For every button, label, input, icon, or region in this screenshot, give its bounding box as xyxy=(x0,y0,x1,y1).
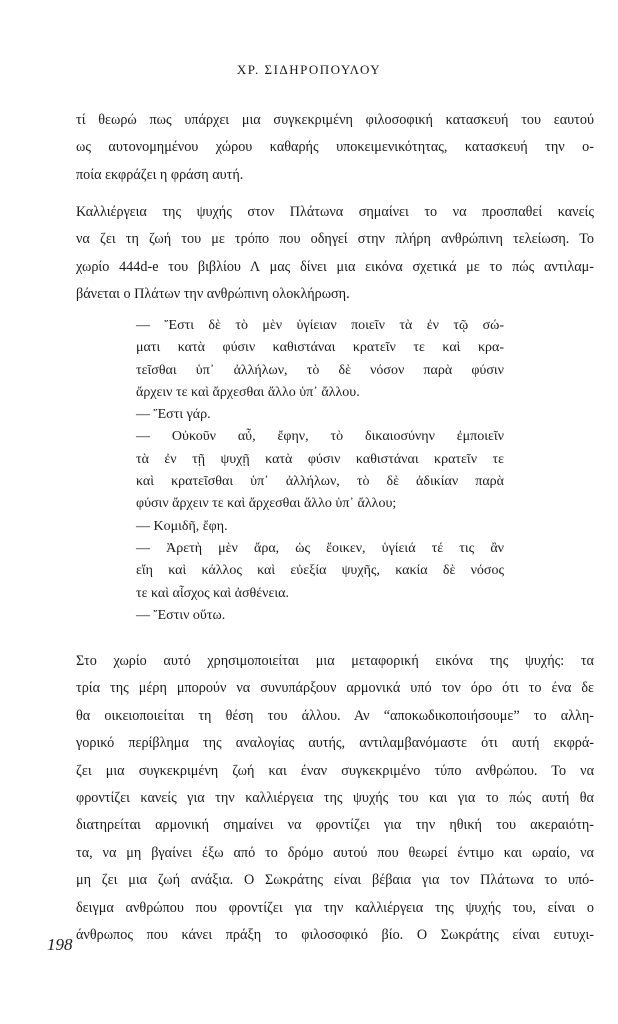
quote-line: τὰ ἐν τῇ ψυχῇ κατὰ φύσιν καθιστάναι κρατεῖν τε xyxy=(136,451,504,467)
quote-line: — Κομιδῆ, ἔφη. xyxy=(136,518,228,534)
text-line: να ζει τη ζωή του με τρόπο που οδηγεί στην πλήρη ανθρώπινη τελείωση. Το xyxy=(76,231,594,248)
quote-line: ματι κατὰ φύσιν καθιστάναι κρατεῖν τε καὶ κρα- xyxy=(136,340,504,356)
quote-line: καὶ κρατεῖσθαι ὑπ᾽ ἀλλήλων, τὸ δὲ ἀδικίαν παρὰ xyxy=(136,474,504,490)
text-line: τρία της μέρη μπορούν να συνυπάρξουν αρμονικά υπό τον όρο ότι το ένα δε xyxy=(76,680,594,697)
paragraph-2 xyxy=(76,199,594,309)
paragraph-3 xyxy=(76,648,594,949)
text-line: θα οικειοποιείται τη θέση του άλλου. Αν “αποκωδικοποιήσουμε” το αλλη- xyxy=(76,707,594,724)
text-line: διατηρείται αρμονική σημαίνει να φροντίζει για την ηθική του ακεραιότη- xyxy=(76,817,594,834)
quote-line: — Ἔστιν οὕτω. xyxy=(136,607,226,623)
quote-line: φύσιν ἄρχειν τε καὶ ἄρχεσθαι ἄλλο ὑπ᾽ ἄλλου; xyxy=(136,496,397,512)
quote-line: τεῖσθαι ὑπ᾽ ἀλλήλων, τὸ δὲ νόσον παρὰ φύσιν xyxy=(136,362,504,378)
page-number: 198 xyxy=(47,935,73,954)
text-line: ως αυτονομημένου χώρου καθαρής υποκειμενικότητας, κατασκευή την ο- xyxy=(76,139,594,156)
text-line: ζει μια συγκεκριμένη ζωή και έναν συγκεκριμένο τύπο ανθρώπου. Το να xyxy=(76,762,594,779)
text-line: άνθρωπος που κάνει πράξη το φιλοσοφικό βίο. Ο Σωκράτης είναι ευτυχι- xyxy=(76,926,594,943)
quote-line: εἴη καὶ κάλλος καὶ εὐεξία ψυχῆς, κακία δὲ νόσος xyxy=(136,563,504,579)
text-line: βάνεται ο Πλάτων την ανθρώπινη ολοκλήρωση. xyxy=(76,286,350,303)
quote-line: — Ἀρετὴ μὲν ἄρα, ὡς ἔοικεν, ὑγίειά τέ τις ἂν xyxy=(136,540,504,556)
quote-line: — Ἔστι γάρ. xyxy=(136,407,211,423)
text-line: Στο χωρίο αυτό χρησιμοποιείται μια μεταφορική εικόνα της ψυχής: τα xyxy=(76,653,594,669)
text-line: τί θεωρώ πως υπάρχει μια συγκεκριμένη φιλοσοφική κατασκευή του εαυτού xyxy=(76,112,594,128)
text-line: χωρίο 444d-e του βιβλίου Λ μας δίνει μια εικόνα σχετικά με το πώς αντιλαμ- xyxy=(76,258,594,275)
text-line: ποία εκφράζει η φράση αυτή. xyxy=(76,166,244,183)
paragraph-1 xyxy=(76,107,594,189)
text-line: δειγμα ανθρώπου που φροντίζει για την καλλιέργεια της ψυχής του, είναι ο xyxy=(76,899,594,916)
greek-quotation xyxy=(136,315,504,627)
quote-line: ἄρχειν τε καὶ ἄρχεσθαι ἄλλο ὑπ᾽ ἄλλου. xyxy=(136,384,360,400)
text-line: φροντίζει κανείς για την καλλιέργεια της ψυχής του και για το πώς αυτή θα xyxy=(76,789,594,806)
quote-line: τε καὶ αἶσχος καὶ ἀσθένεια. xyxy=(136,585,289,601)
quote-line: — Οὐκοῦν αὖ, ἔφην, τὸ δικαιοσύνην ἐμποιεῖν xyxy=(136,429,504,445)
text-line: μη ζει μια ζωή ανάξια. Ο Σωκράτης είναι βέβαια για τον Πλάτωνα το υπό- xyxy=(76,872,594,889)
text-line: τα, να μη βγαίνει έξω από το δρόμο αυτού που θεωρεί έντιμο και ωραίο, να xyxy=(76,844,594,861)
text-line: γορικό περίβλημα της αναλογίας αυτής, αντιλαμβανόμαστε ότι αυτή εκφρά- xyxy=(76,735,594,752)
text-line: Καλλιέργεια της ψυχής στον Πλάτωνα σημαίνει το να προσπαθεί κανείς xyxy=(76,204,594,220)
running-head: ΧΡ. ΣΙΔΗΡΟΠΟΥΛΟΥ xyxy=(236,62,382,77)
quote-line: — Ἔστι δὲ τὸ μὲν ὑγίειαν ποιεῖν τὰ ἐν τῷ σώ- xyxy=(136,318,504,333)
